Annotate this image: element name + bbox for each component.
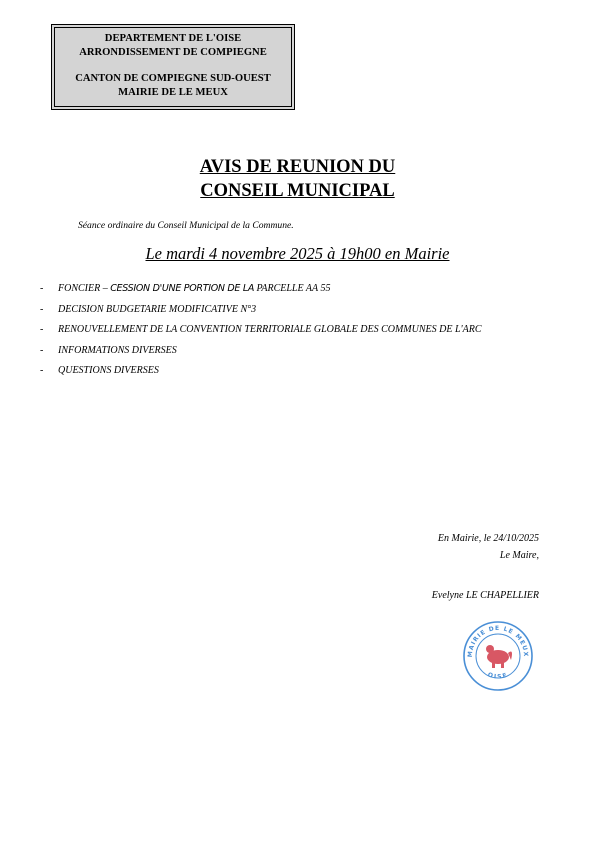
- agenda-item: - INFORMATIONS DIVERSES: [40, 344, 177, 356]
- signature-name: Evelyne LE CHAPELLIER: [431, 590, 539, 601]
- seal-bottom-text: OISE: [486, 671, 510, 681]
- header-arrondissement: ARRONDISSEMENT DE COMPIEGNE: [79, 47, 267, 58]
- agenda-item: - QUESTIONS DIVERSES: [40, 365, 159, 376]
- mairie-seal-icon: [462, 620, 534, 692]
- header-inner-frame: [54, 27, 292, 107]
- header-canton: CANTON DE COMPIEGNE SUD-OUEST: [75, 73, 271, 84]
- header-mairie: MAIRIE DE LE MEUX: [118, 87, 228, 98]
- header-box: [51, 24, 295, 110]
- session-subtitle: Séance ordinaire du Conseil Municipal de la Commune.: [78, 220, 294, 231]
- signature-place-date: En Mairie, le 24/10/2025: [437, 533, 539, 544]
- svg-text:OISE: [487, 671, 509, 680]
- agenda-list: [40, 279, 540, 382]
- header-department: DEPARTEMENT DE L'OISE: [104, 33, 242, 44]
- title-line-1: AVIS DE REUNION DU: [199, 157, 396, 177]
- title-line-2: CONSEIL MUNICIPAL: [200, 181, 395, 201]
- agenda-item: - DECISION BUDGETARIE MODIFICATIVE N°3: [40, 303, 257, 315]
- page-title: [0, 155, 595, 203]
- agenda-item: - FONCIER – CESSION D'UNE PORTION DE LA PARCELLE AA 55: [40, 283, 331, 294]
- seal-top-text: MAIRIE DE LE MEUX: [466, 624, 530, 658]
- meeting-date: Le mardi 4 novembre 2025 à 19h00 en Mairie: [145, 244, 450, 263]
- agenda-item-emphasis: CESSION D'UNE PORTION DE LA: [110, 283, 255, 294]
- seal-emblem-icon: [486, 645, 512, 668]
- signature-role: Le Maire,: [499, 550, 539, 561]
- agenda-item: - RENOUVELLEMENT DE LA CONVENTION TERRITORIALE GLOBALE DES COMMUNES DE L'ARC: [40, 324, 482, 335]
